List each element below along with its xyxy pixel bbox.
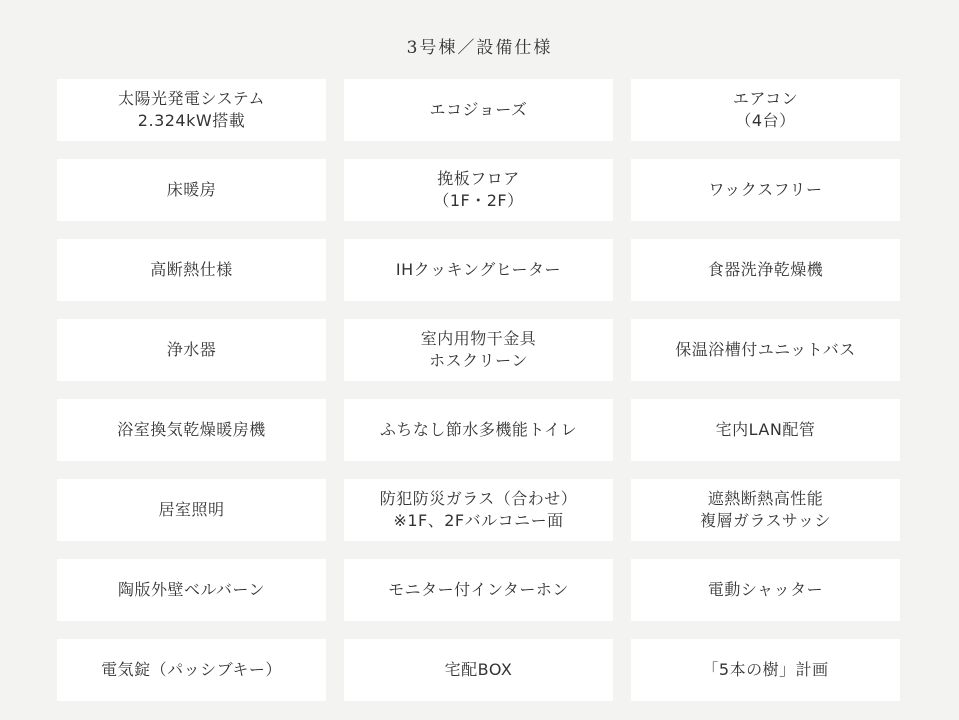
card-line: ワックスフリー bbox=[708, 180, 823, 199]
card-line: 食器洗浄乾燥機 bbox=[707, 260, 824, 279]
card-line: 宅内LAN配管 bbox=[715, 420, 816, 439]
equipment-card-room-lighting bbox=[57, 479, 326, 541]
card-line: 浄水器 bbox=[166, 340, 217, 359]
card-line: ホスクリーン bbox=[429, 351, 528, 370]
card-line: モニター付インターホン bbox=[388, 580, 569, 599]
equipment-card-delivery-box bbox=[344, 639, 613, 701]
card-line: （4台） bbox=[735, 111, 796, 130]
card-line: 床暖房 bbox=[166, 180, 217, 199]
equipment-grid bbox=[57, 79, 900, 701]
card-line: IHクッキングヒーター bbox=[395, 260, 562, 279]
equipment-card-dishwasher bbox=[631, 239, 900, 301]
equipment-card-bathroom-dryer bbox=[57, 399, 326, 461]
card-line: 宅配BOX bbox=[444, 660, 513, 679]
equipment-card-indoor-drying-rack bbox=[344, 319, 613, 381]
equipment-card-video-intercom bbox=[344, 559, 613, 621]
card-line: 「5本の樹」計画 bbox=[702, 660, 829, 679]
card-line: 電動シャッター bbox=[707, 580, 824, 599]
equipment-card-high-insulation bbox=[57, 239, 326, 301]
equipment-card-unit-bath bbox=[631, 319, 900, 381]
card-line: 電気錠（パッシブキー） bbox=[101, 660, 282, 679]
card-line: エコジョーズ bbox=[429, 100, 528, 119]
equipment-card-ceramic-wall bbox=[57, 559, 326, 621]
equipment-card-eco-jozu bbox=[344, 79, 613, 141]
equipment-card-air-conditioner bbox=[631, 79, 900, 141]
equipment-card-electric-lock bbox=[57, 639, 326, 701]
card-line: ふちなし節水多機能トイレ bbox=[379, 420, 578, 439]
equipment-card-water-purifier bbox=[57, 319, 326, 381]
equipment-card-ih-cooking-heater bbox=[344, 239, 613, 301]
equipment-card-five-trees-plan bbox=[631, 639, 900, 701]
equipment-card-security-glass bbox=[344, 479, 613, 541]
card-line: 防犯防災ガラス（合わせ） bbox=[379, 489, 578, 508]
card-line: エアコン bbox=[732, 89, 799, 108]
card-line: 保温浴槽付ユニットバス bbox=[675, 340, 856, 359]
card-line: 複層ガラスサッシ bbox=[700, 511, 831, 530]
card-line: 2.324kW搭載 bbox=[137, 111, 246, 130]
equipment-card-double-glazing bbox=[631, 479, 900, 541]
card-line: 居室照明 bbox=[158, 500, 225, 519]
card-line: ※1F、2Fバルコニー面 bbox=[393, 511, 564, 530]
card-line: （1F・2F） bbox=[433, 191, 524, 210]
equipment-card-toilet bbox=[344, 399, 613, 461]
card-line: 挽板フロア bbox=[437, 169, 520, 188]
card-line: 室内用物干金具 bbox=[420, 329, 537, 348]
card-line: 高断熱仕様 bbox=[150, 260, 233, 279]
card-line: 太陽光発電システム bbox=[118, 89, 265, 108]
card-line: 浴室換気乾燥暖房機 bbox=[117, 420, 266, 439]
card-line: 遮熱断熱高性能 bbox=[707, 489, 824, 508]
equipment-card-electric-shutter bbox=[631, 559, 900, 621]
equipment-card-wax-free bbox=[631, 159, 900, 221]
equipment-card-solar-power bbox=[57, 79, 326, 141]
page-title: 3号棟／設備仕様 bbox=[406, 38, 553, 58]
card-line: 陶版外壁ベルバーン bbox=[117, 580, 266, 599]
equipment-card-sawn-floor bbox=[344, 159, 613, 221]
equipment-card-floor-heating bbox=[57, 159, 326, 221]
equipment-card-lan-piping bbox=[631, 399, 900, 461]
